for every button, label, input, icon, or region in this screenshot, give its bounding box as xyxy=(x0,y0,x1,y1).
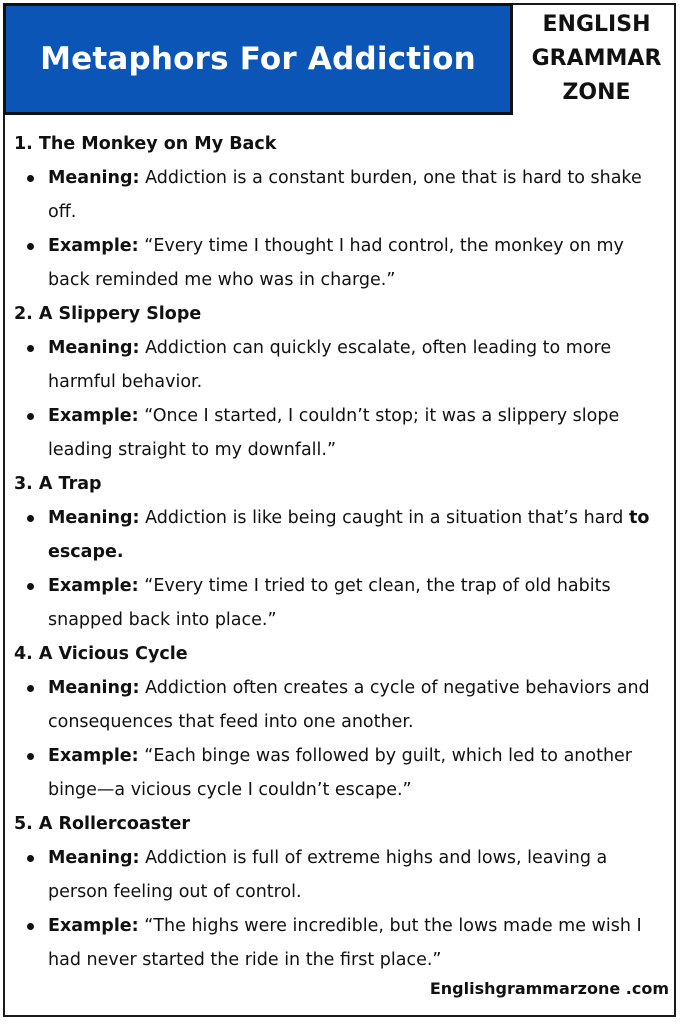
example-item xyxy=(14,569,669,637)
meaning-label: Meaning: xyxy=(48,508,140,528)
section-slippery-slope xyxy=(14,297,669,467)
meaning-item xyxy=(14,331,669,399)
bullet-list xyxy=(14,671,669,807)
section-rollercoaster xyxy=(14,807,669,977)
meaning-label: Meaning: xyxy=(48,678,140,698)
meaning-text: Addiction is a constant burden, one that is hard to shake off. xyxy=(48,168,642,222)
brand-logo-text xyxy=(513,3,680,115)
section-title: 2. A Slippery Slope xyxy=(14,304,202,324)
section-a-trap xyxy=(14,467,669,637)
example-text: “Every time I thought I had control, the monkey on my back reminded me who was in charge.” xyxy=(48,236,624,290)
meaning-item xyxy=(14,501,669,569)
example-text: “Each binge was followed by guilt, which led to another binge—a vicious cycle I couldn’t escape.” xyxy=(48,746,633,800)
meaning-item xyxy=(14,161,669,229)
meaning-item xyxy=(14,841,669,909)
section-title: 5. A Rollercoaster xyxy=(14,814,191,834)
section-title: 3. A Trap xyxy=(14,474,102,494)
bullet-list xyxy=(14,331,669,467)
example-item xyxy=(14,909,669,977)
example-item xyxy=(14,739,669,807)
brand-line-1: ENGLISH xyxy=(542,12,651,37)
bullet-list xyxy=(14,501,669,637)
example-label: Example: xyxy=(48,576,139,596)
page-title: Metaphors For Addiction xyxy=(40,41,476,77)
example-text: “Every time I tried to get clean, the trap of old habits snapped back into place.” xyxy=(48,576,611,630)
bullet-list xyxy=(14,841,669,977)
section-vicious-cycle xyxy=(14,637,669,807)
section-title: 4. A Vicious Cycle xyxy=(14,644,188,664)
meaning-label: Meaning: xyxy=(48,338,140,358)
meaning-label: Meaning: xyxy=(48,848,140,868)
header xyxy=(3,3,680,115)
meaning-label: Meaning: xyxy=(48,168,140,188)
meaning-text: Addiction is like being caught in a situation that’s hard xyxy=(145,508,624,528)
meaning-text: Addiction can quickly escalate, often leading to more harmful behavior. xyxy=(48,338,612,392)
section-title: 1. The Monkey on My Back xyxy=(14,134,277,154)
meaning-item xyxy=(14,671,669,739)
meaning-text: Addiction is full of extreme highs and lows, leaving a person feeling out of control. xyxy=(48,848,608,902)
example-label: Example: xyxy=(48,236,139,256)
title-banner xyxy=(3,3,513,115)
example-text: “The highs were incredible, but the lows made me wish I had never started the ride in the first place.” xyxy=(48,916,642,970)
metaphor-list xyxy=(14,127,669,977)
example-label: Example: xyxy=(48,916,139,936)
website-credit: Englishgrammarzone .com xyxy=(429,979,669,998)
brand-line-3: ZONE xyxy=(562,80,631,105)
example-item xyxy=(14,229,669,297)
section-monkey-on-my-back xyxy=(14,127,669,297)
example-label: Example: xyxy=(48,406,139,426)
bullet-list xyxy=(14,161,669,297)
example-label: Example: xyxy=(48,746,139,766)
example-item xyxy=(14,399,669,467)
meaning-text-bold: to escape. xyxy=(48,508,650,562)
example-text: “Once I started, I couldn’t stop; it was a slippery slope leading straight to my downfall.” xyxy=(48,406,620,460)
meaning-text: Addiction often creates a cycle of negative behaviors and consequences that feed into one another. xyxy=(48,678,650,732)
brand-line-2: GRAMMAR xyxy=(531,46,662,71)
